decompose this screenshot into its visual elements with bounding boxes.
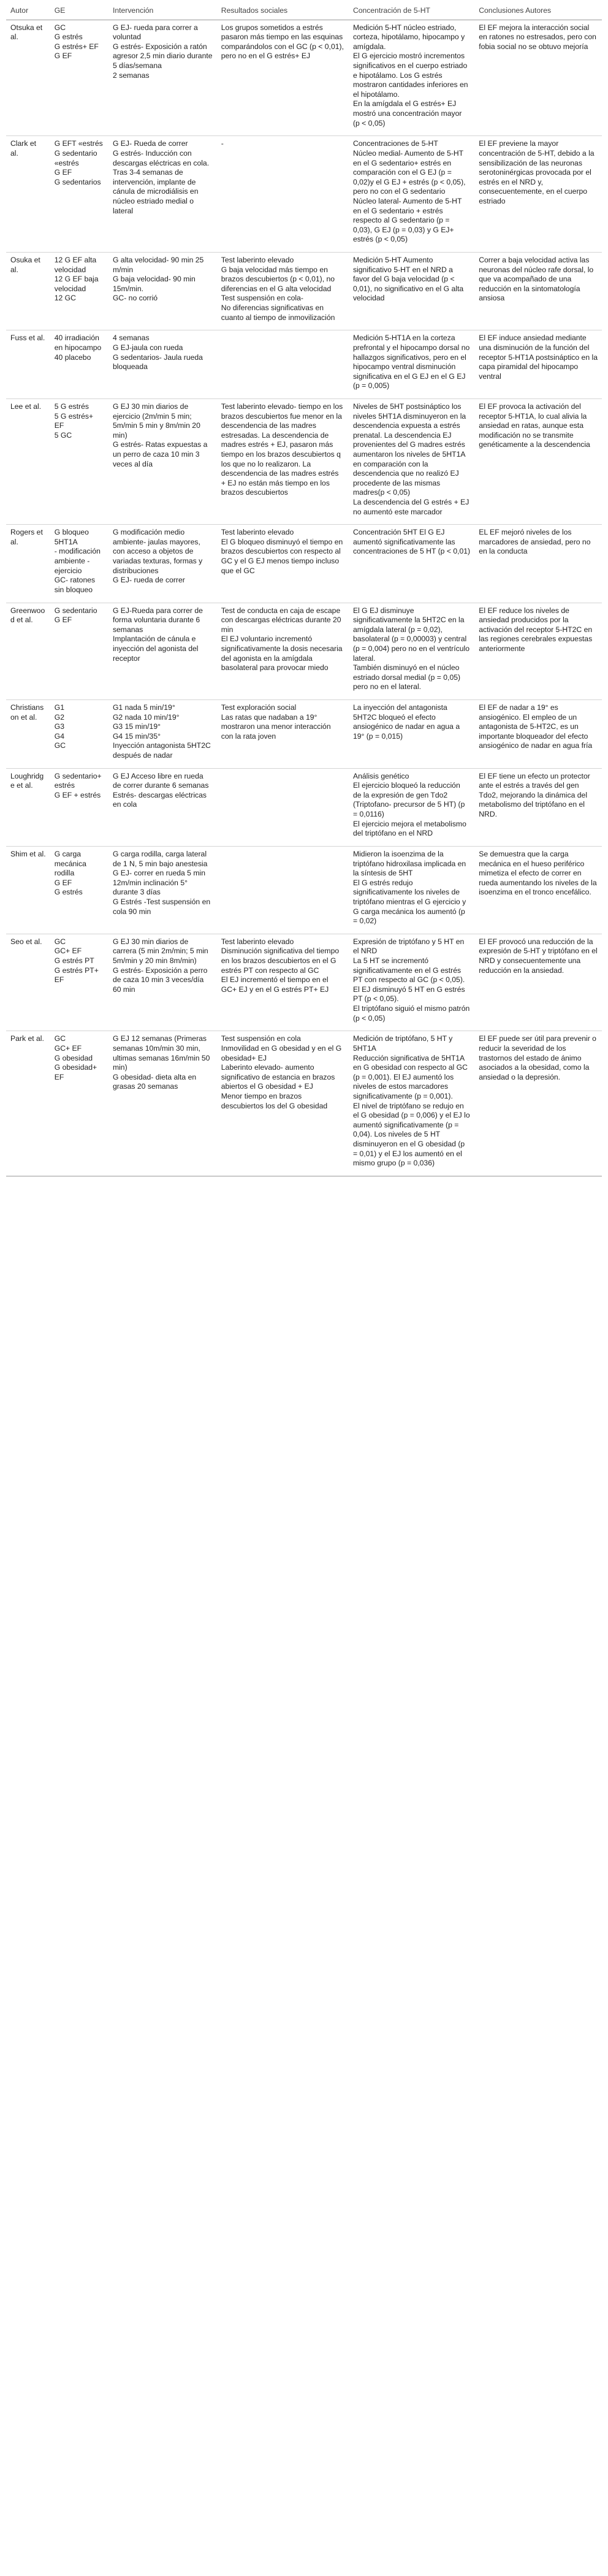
document [0, 0, 608, 1176]
cell-conclusiones: EL EF mejoró niveles de los marcadores de ansiedad, pero no en la conducta [479, 528, 591, 556]
table-row [6, 525, 602, 603]
cell-conclusiones: El EF induce ansiedad mediante una disminución de la función del receptor 5-HT1A postsináptico en la capa piramidal del hipocampo ventral [479, 333, 598, 381]
cell-conclusiones: El EF previene la mayor concentración de 5-HT, debido a la sensibilización de las neuronas serotoninérgicas provocada por el estrés en el NRD y, consecuentemente, en el cuerpo estriado [479, 139, 595, 205]
cell-concentracion-5ht: Expresión de triptófano y 5 HT en el NRD La 5 HT se incrementó significativamente en el G estrés PT con respecto al GC (p < 0,05). El EJ disminuyó 5 HT en G estrés PT (p < 0,05). El triptófano siguió el mismo patrón (p < 0,05) [352, 937, 470, 1023]
cell-autor: Seo et al. [10, 937, 42, 946]
cell-autor: Loughridge et al. [10, 771, 44, 790]
cell-intervencion: G EJ 12 semanas (Primeras semanas 10m/min 30 min, ultimas semanas 16m/min 50 min) G obesidad- dieta alta en grasas 20 semanas [112, 1034, 210, 1091]
cell-intervencion: G EJ-Rueda para correr de forma voluntaria durante 6 semanas Implantación de cánula e inyección del agonista del receptor [112, 606, 203, 663]
table-row [6, 934, 602, 1031]
table-row [6, 603, 602, 699]
table-row [6, 1031, 602, 1176]
cell-concentracion-5ht: El G EJ disminuye significativamente la 5HT2C en la amígdala lateral (p = 0,02), basolateral (p = 0,00003) y central (p = 0,004) pero no en el ventrículo lateral. También disminuyó en el núcleo estriado dorsal medial (p = 0,05) pero no en el lateral. [352, 606, 469, 692]
cell-concentracion-5ht: Medición 5-HT1A en la corteza prefrontal y el hipocampo dorsal no hallazgos significativos, pero en el hipocampo ventral disminución significativa en el G EJ en el G EJ (p = 0,005) [352, 333, 470, 391]
studies-table [6, 4, 602, 1176]
cell-conclusiones: El EF puede ser útil para prevenir o reducir la severidad de los trastornos del estado de ánimo asociados a la obesidad, como la ansiedad o la depresión. [479, 1034, 596, 1081]
table-row [6, 846, 602, 934]
column-header-conclusiones: Conclusiones Autores [474, 4, 602, 20]
table-row [6, 136, 602, 253]
cell-intervencion: G EJ 30 min diarios de ejercicio (2m/min 5 min; 5m/min 5 min y 8m/min 20 min) G estrés- Ratas expuestas a un perro de caza 10 min 3 veces al día [112, 402, 208, 468]
cell-ge: G bloqueo 5HT1A - modificación ambiente -ejercicio GC- ratones sin bloqueo [54, 528, 101, 594]
column-header-concentracion-5ht: Concentración de 5-HT [349, 4, 474, 20]
cell-intervencion: G EJ Acceso libre en rueda de correr durante 6 semanas Estrés- descargas eléctricas en cola [112, 771, 209, 809]
cell-autor: Park et al. [10, 1034, 44, 1043]
cell-concentracion-5ht: Midieron la isoenzima de la triptófano hidroxilasa implicada en la síntesis de 5HT El G estrés redujo significativamente los niveles de triptófano mientras el G ejercicio y G carga mecánica los aumentó (p = 0,02) [352, 849, 466, 926]
cell-resultados-sociales: Los grupos sometidos a estrés pasaron más tiempo en las esquinas comparándolos con el GC (p < 0,01), pero no en el G estrés+ EJ [221, 23, 344, 61]
cell-autor: Clark et al. [10, 139, 36, 158]
cell-ge: G carga mecánica rodilla G EF G estrés [54, 849, 86, 897]
cell-conclusiones: El EF mejora la interacción social en ratones no estresados, pero con fobia social no se obtuvo mejoría [479, 23, 596, 51]
cell-autor: Christianson et al. [10, 703, 44, 722]
cell-conclusiones: El EF de nadar a 19° es ansiogénico. El empleo de un antagonista de 5-HT2C, es un importante bloqueador del efecto ansiogénico de nadar en agua fría [479, 703, 593, 750]
cell-resultados-sociales [217, 846, 349, 934]
table-body [6, 20, 602, 1176]
cell-resultados-sociales: - [221, 139, 224, 148]
cell-ge: 12 G EF alta velocidad 12 G EF baja velocidad 12 GC [54, 256, 99, 303]
column-header-ge: GE [50, 4, 108, 20]
cell-intervencion: G EJ- Rueda de correr G estrés- Inducción con descargas eléctricas en cola. Tras 3-4 semanas de intervención, implante de cánula de microdiálisis en núcleo estriado medial o lateral [112, 139, 210, 215]
cell-intervencion: G EJ- rueda para correr a voluntad G estrés- Exposición a ratón agresor 2,5 min diario durante 5 días/semana 2 semanas [112, 23, 213, 80]
header-row [6, 4, 602, 20]
cell-resultados-sociales [217, 768, 349, 846]
cell-intervencion: G modificación medio ambiente- jaulas mayores, con acceso a objetos de variadas texturas, formas y distribuciones G EJ- rueda de correr [112, 528, 203, 585]
cell-intervencion: G carga rodilla, carga lateral de 1 N, 5 min bajo anestesia G EJ- correr en rueda 5 min 12m/min inclinación 5° durante 3 días G Estrés -Test suspensión en cola 90 min [112, 849, 211, 916]
cell-conclusiones: El EF tiene un efecto un protector ante el estrés a través del gen Tdo2, mejorando la dinámica del metabolismo del triptófano en el NRD. [479, 771, 590, 819]
cell-conclusiones: Se demuestra que la carga mecánica en el hueso periférico mimetiza el efecto de correr en rueda aumentando los niveles de la isoenzima en el tronco encefálico. [479, 849, 597, 897]
cell-conclusiones: El EF reduce los niveles de ansiedad producidos por la activación del receptor 5-HT2C en las regiones cerebrales expuestas anteriormente [479, 606, 593, 653]
cell-resultados-sociales: Test exploración social Las ratas que nadaban a 19° mostraron una menor interacción con la rata joven [221, 703, 331, 741]
cell-intervencion: G alta velocidad- 90 min 25 m/min G baja velocidad- 90 min 15m/min. GC- no corrió [112, 256, 204, 303]
table-row [6, 768, 602, 846]
cell-autor: Shim et al. [10, 849, 46, 858]
cell-ge: GC GC+ EF G obesidad G obesidad+ EF [54, 1034, 97, 1081]
cell-autor: Lee et al. [10, 402, 42, 411]
cell-ge: G EFT «estrés G sedentario «estrés G EF G sedentarios [54, 139, 103, 186]
cell-autor: Fuss et al. [10, 333, 45, 343]
column-header-resultados-sociales: Resultados sociales [217, 4, 349, 20]
cell-autor: Greenwood et al. [10, 606, 45, 625]
table-header [6, 4, 602, 20]
cell-resultados-sociales: Test suspensión en cola Inmovilidad en G obesidad y en el G obesidad+ EJ Laberinto elevado- aumento significativo de estancia en brazos abiertos el G obesidad + EJ Menor tiempo en brazos descubiertos los del G obesidad [221, 1034, 342, 1110]
cell-resultados-sociales: Test laberinto elevado- tiempo en los brazos descubiertos fue menor en la descendencia de las madres estresadas. La descendencia de madres estrés + EJ, pasaron más tiempo en los brazos descubiertos q los que no lo realizaron. La descendencia de las madres estrés + EJ no están más tiempo en los brazos descubiertos [221, 402, 343, 497]
cell-ge: G1 G2 G3 G4 GC [54, 703, 66, 750]
cell-resultados-sociales: Test laberinto elevado G baja velocidad más tiempo en brazos descubiertos (p < 0,01), no diferencias en el G alta velocidad Test suspensión en cola- No diferencias significativas en cuanto al tiempo de inmovilización [221, 256, 335, 322]
cell-concentracion-5ht: Medición de triptófano, 5 HT y 5HT1A Reducción significativa de 5HT1A en G obesidad con respecto al GC (p = 0,001). El EJ aumentó los niveles de estos marcadores significativamente (p = 0,001). El nivel de triptófano se redujo en el G obesidad (p = 0,006) y el EJ lo aumentó significativamente (p = 0,04). Los niveles de 5 HT disminuyeron en el G obesidad (p = 0,01) y el EJ los aumentó en el mismo grupo (p = 0,036) [352, 1034, 470, 1168]
cell-conclusiones: El EF provoca la activación del receptor 5-HT1A, lo cual alivia la ansiedad en ratas, aunque esta modificación no se transmite genéticamente a la descendencia [479, 402, 590, 449]
cell-intervencion: 4 semanas G EJ-jaula con rueda G sedentarios- Jaula rueda bloqueada [112, 333, 203, 372]
cell-ge: G sedentario G EF [54, 606, 97, 625]
column-header-intervencion: Intervención [108, 4, 217, 20]
cell-concentracion-5ht: Concentraciones de 5-HT Núcleo medial- Aumento de 5-HT en el G sedentario+ estrés en comparación con el G EJ (p = 0,02)y el G EJ + estrés (p < 0,05), pero no con el G sedentario Núcleo lateral- Aumento de 5-HT en el G sedentario + estrés respecto al G sedentario (p = 0,03), G EJ (p = 0,03) y G EJ+ estrés (p < 0,05) [352, 139, 466, 244]
cell-intervencion: G1 nada 5 min/19° G2 nada 10 min/19° G3 15 min/19° G4 15 min/35° Inyección antagonista 5HT2C después de nadar [112, 703, 211, 760]
cell-resultados-sociales: Test laberinto elevado El G bloqueo disminuyó el tiempo en brazos descubiertos con respecto al GC y el G EJ menos tiempo incluso que el GC [221, 528, 343, 575]
cell-resultados-sociales [217, 330, 349, 399]
column-header-autor: Autor [6, 4, 50, 20]
cell-conclusiones: Correr a baja velocidad activa las neuronas del núcleo rafe dorsal, lo que va acompañado de una reducción en la sintomatología ansiosa [479, 256, 594, 303]
cell-ge: 40 irradiación en hipocampo 40 placebo [54, 333, 102, 362]
cell-concentracion-5ht: Medición 5-HT núcleo estriado, corteza, hipotálamo, hipocampo y amígdala. El G ejercicio mostró incrementos significativos en el cuerpo estriado e hipotálamo. Los G estrés mostraron cantidades inferiores en el hipotálamo. En la amígdala el G estrés+ EJ mostró una concentración mayor (p < 0,05) [352, 23, 468, 128]
cell-ge: G sedentario+ estrés G EF + estrés [54, 771, 102, 799]
cell-concentracion-5ht: La inyección del antagonista 5HT2C bloqueó el efecto ansiogénico de nadar en agua a 19° (p = 0,015) [352, 703, 460, 741]
table-row [6, 700, 602, 769]
cell-concentracion-5ht: Medición 5-HT Aumento significativo 5-HT en el NRD a favor del G baja velocidad (p < 0,01), no significativo en el G alta velocidad [352, 256, 464, 303]
cell-autor: Rogers et al. [10, 528, 43, 546]
cell-concentracion-5ht: Análisis genético El ejercicio bloqueó la reducción de la expresión de gen Tdo2 (Triptofano- precursor de 5 HT) (p = 0,0116) El ejercicio mejora el metabolismo del triptófano en el NRD [352, 771, 466, 838]
cell-ge: 5 G estrés 5 G estrés+ EF 5 GC [54, 402, 94, 440]
table-row [6, 253, 602, 330]
cell-resultados-sociales: Test de conducta en caja de escape con descargas eléctricas durante 20 min El EJ voluntario incrementó significativamente la dosis necesaria del agonista en la amígdala basolateral para provocar miedo [221, 606, 343, 673]
cell-conclusiones: El EF provocó una reducción de la expresión de 5-HT y triptófano en el NRD y consecuentemente una reducción en la ansiedad. [479, 937, 598, 975]
cell-concentracion-5ht: Concentración 5HT El G EJ aumentó significativamente las concentraciones de 5 HT (p < 0,01) [352, 528, 471, 556]
cell-ge: GC G estrés G estrés+ EF G EF [54, 23, 99, 61]
cell-intervencion: G EJ 30 min diarios de carrera (5 min 2m/min; 5 min 5m/min y 20 min 8m/min) G estrés- Exposición a perro de caza 10 min 3 veces/día 60 min [112, 937, 208, 994]
table-row [6, 398, 602, 524]
table-row [6, 330, 602, 399]
cell-autor: Otsuka et al. [10, 23, 43, 42]
cell-ge: GC GC+ EF G estrés PT G estrés PT+ EF [54, 937, 99, 985]
cell-concentracion-5ht: Niveles de 5HT postsináptico los niveles 5HT1A disminuyeron en la descendencia expuesta a estrés prenatal. La descendencia EJ provenientes del G madres estrés aumentaron los niveles de 5HT1A en comparación con la descendencia que no realizó EJ procedente de las mismas madres(p < 0,05) La descendencia del G estrés + EJ no aumentó este marcador [352, 402, 469, 516]
table-row [6, 20, 602, 136]
cell-resultados-sociales: Test laberinto elevado Disminución significativa del tiempo en los brazos descubiertos en el G estrés PT con respecto al GC El EJ incrementó el tiempo en el GC+ EJ y en el G estrés PT+ EJ [221, 937, 340, 994]
cell-autor: Osuka et al. [10, 256, 40, 274]
